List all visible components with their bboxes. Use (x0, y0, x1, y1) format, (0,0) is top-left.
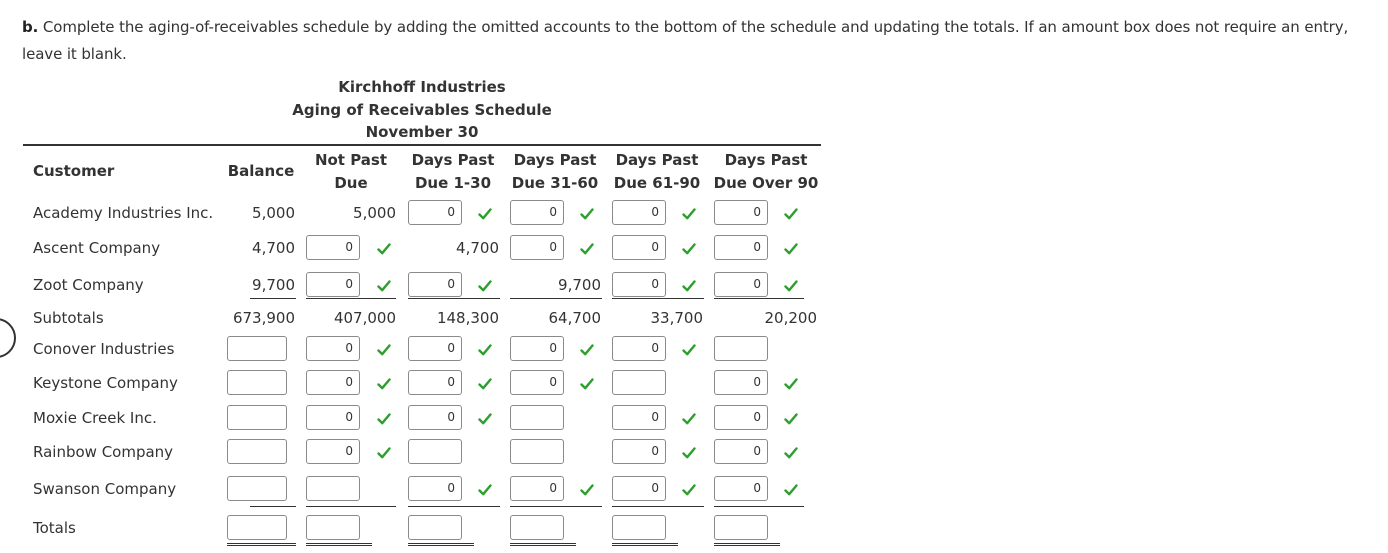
input-not-past[interactable]: 0 (306, 272, 360, 297)
input-over90[interactable]: 0 (714, 235, 768, 260)
check-icon (478, 376, 492, 390)
input-balance[interactable] (227, 370, 287, 395)
check-icon (377, 241, 391, 255)
check-icon (784, 482, 798, 496)
input-over90[interactable]: 0 (714, 476, 768, 501)
check-icon (682, 206, 696, 220)
input-over90[interactable]: 0 (714, 405, 768, 430)
input-d1-30[interactable]: 0 (408, 200, 462, 225)
sum-underline (408, 298, 500, 299)
input-over90[interactable]: 0 (714, 439, 768, 464)
customer-name: Swanson Company (33, 480, 177, 498)
check-icon (377, 278, 391, 292)
input-d31-60[interactable]: 0 (510, 476, 564, 501)
header-balance: Balance (227, 162, 295, 180)
input-d1-30[interactable] (408, 515, 462, 540)
input-over90[interactable]: 0 (714, 200, 768, 225)
input-balance[interactable] (227, 476, 287, 501)
cell-balance: 9,700 (252, 276, 295, 294)
customer-name: Zoot Company (33, 276, 144, 294)
input-d1-30[interactable]: 0 (408, 370, 462, 395)
input-d31-60[interactable]: 0 (510, 370, 564, 395)
check-icon (377, 411, 391, 425)
input-not-past[interactable]: 0 (306, 439, 360, 464)
input-d1-30[interactable]: 0 (408, 336, 462, 361)
cell-not-past: 5,000 (353, 204, 396, 222)
input-d31-60[interactable] (510, 515, 564, 540)
cell-d61-90: 33,700 (650, 309, 703, 327)
input-not-past[interactable]: 0 (306, 370, 360, 395)
check-icon (682, 482, 696, 496)
input-over90[interactable]: 0 (714, 370, 768, 395)
input-d31-60[interactable]: 0 (510, 336, 564, 361)
input-d31-60[interactable]: 0 (510, 200, 564, 225)
check-icon (377, 445, 391, 459)
instruction-text: Complete the aging-of-receivables schedule by adding the omitted accounts to the bottom of the schedule and updating the totals. If an amount box does not require an entry, leave it blank. (22, 18, 1349, 63)
input-d61-90[interactable]: 0 (612, 235, 666, 260)
input-balance[interactable] (227, 439, 287, 464)
input-over90[interactable] (714, 515, 768, 540)
check-icon (784, 278, 798, 292)
header-days-1-30: Days Past Due 1-30 (411, 151, 495, 192)
input-not-past[interactable]: 0 (306, 405, 360, 430)
input-d31-60[interactable] (510, 439, 564, 464)
check-icon (478, 278, 492, 292)
schedule-date: November 30 (365, 123, 479, 141)
check-icon (580, 376, 594, 390)
check-icon (377, 342, 391, 356)
sum-underline (510, 298, 602, 299)
input-not-past[interactable]: 0 (306, 336, 360, 361)
check-icon (580, 241, 594, 255)
customer-name: Keystone Company (33, 374, 178, 392)
check-icon (682, 411, 696, 425)
check-icon (580, 206, 594, 220)
input-d31-60[interactable]: 0 (510, 235, 564, 260)
header-customer: Customer (33, 162, 115, 180)
sum-underline (714, 506, 804, 507)
input-d1-30[interactable]: 0 (408, 272, 462, 297)
customer-name: Totals (33, 519, 76, 537)
check-icon (478, 206, 492, 220)
input-d1-30[interactable]: 0 (408, 405, 462, 430)
sum-underline (612, 506, 704, 507)
cell-balance: 5,000 (252, 204, 295, 222)
cell-d31-60: 9,700 (558, 276, 601, 294)
input-d1-30[interactable] (408, 439, 462, 464)
header-not-past-due: Not Past Due (314, 151, 388, 192)
sum-underline (612, 298, 704, 299)
total-double-underline (408, 543, 474, 546)
cell-d31-60: 64,700 (548, 309, 601, 327)
customer-name: Ascent Company (33, 239, 161, 257)
check-icon (580, 342, 594, 356)
check-icon (784, 411, 798, 425)
sum-underline (306, 506, 396, 507)
check-icon (682, 342, 696, 356)
input-balance[interactable] (227, 336, 287, 361)
check-icon (377, 376, 391, 390)
cell-balance: 4,700 (252, 239, 295, 257)
sum-underline (714, 298, 804, 299)
check-icon (682, 241, 696, 255)
input-d61-90[interactable]: 0 (612, 405, 666, 430)
input-d61-90[interactable]: 0 (612, 200, 666, 225)
customer-name: Subtotals (33, 309, 104, 327)
input-balance[interactable] (227, 515, 287, 540)
input-not-past[interactable]: 0 (306, 235, 360, 260)
input-d61-90[interactable]: 0 (612, 439, 666, 464)
sum-underline (306, 298, 396, 299)
input-balance[interactable] (227, 405, 287, 430)
check-icon (478, 482, 492, 496)
input-over90[interactable] (714, 336, 768, 361)
customer-name: Conover Industries (33, 340, 175, 358)
schedule-title: Aging of Receivables Schedule (292, 101, 552, 119)
cell-not-past: 407,000 (333, 309, 396, 327)
input-d61-90[interactable] (612, 515, 666, 540)
check-icon (682, 445, 696, 459)
instructions (22, 14, 1386, 68)
input-d61-90[interactable]: 0 (612, 272, 666, 297)
total-double-underline (306, 543, 372, 546)
total-double-underline (510, 543, 576, 546)
circle-marker (0, 318, 16, 358)
cell-d1-30: 148,300 (436, 309, 499, 327)
sum-underline (510, 506, 602, 507)
customer-name: Moxie Creek Inc. (33, 409, 157, 427)
header-days-61-90: Days Past Due 61-90 (613, 151, 701, 192)
check-icon (784, 376, 798, 390)
header-rule (23, 144, 821, 146)
cell-over90: 20,200 (764, 309, 817, 327)
input-d61-90[interactable] (612, 370, 666, 395)
input-not-past[interactable] (306, 515, 360, 540)
total-double-underline (612, 543, 678, 546)
input-d31-60[interactable] (510, 405, 564, 430)
input-d61-90[interactable]: 0 (612, 476, 666, 501)
customer-name: Rainbow Company (33, 443, 174, 461)
total-double-underline (714, 543, 780, 546)
input-d61-90[interactable]: 0 (612, 336, 666, 361)
company-name: Kirchhoff Industries (338, 78, 506, 96)
input-d1-30[interactable]: 0 (408, 476, 462, 501)
customer-name: Academy Industries Inc. (33, 204, 214, 222)
check-icon (682, 278, 696, 292)
input-not-past[interactable] (306, 476, 360, 501)
sum-underline (408, 506, 500, 507)
sum-underline (250, 298, 296, 299)
sum-underline (250, 506, 296, 507)
cell-balance: 673,900 (232, 309, 295, 327)
check-icon (478, 411, 492, 425)
cell-d1-30: 4,700 (456, 239, 499, 257)
input-over90[interactable]: 0 (714, 272, 768, 297)
header-days-31-60: Days Past Due 31-60 (511, 151, 599, 192)
total-double-underline (227, 543, 296, 546)
check-icon (580, 482, 594, 496)
check-icon (784, 206, 798, 220)
check-icon (478, 342, 492, 356)
part-label: b. (22, 18, 39, 36)
check-icon (784, 445, 798, 459)
check-icon (784, 241, 798, 255)
header-days-over-90: Days Past Due Over 90 (713, 151, 819, 192)
